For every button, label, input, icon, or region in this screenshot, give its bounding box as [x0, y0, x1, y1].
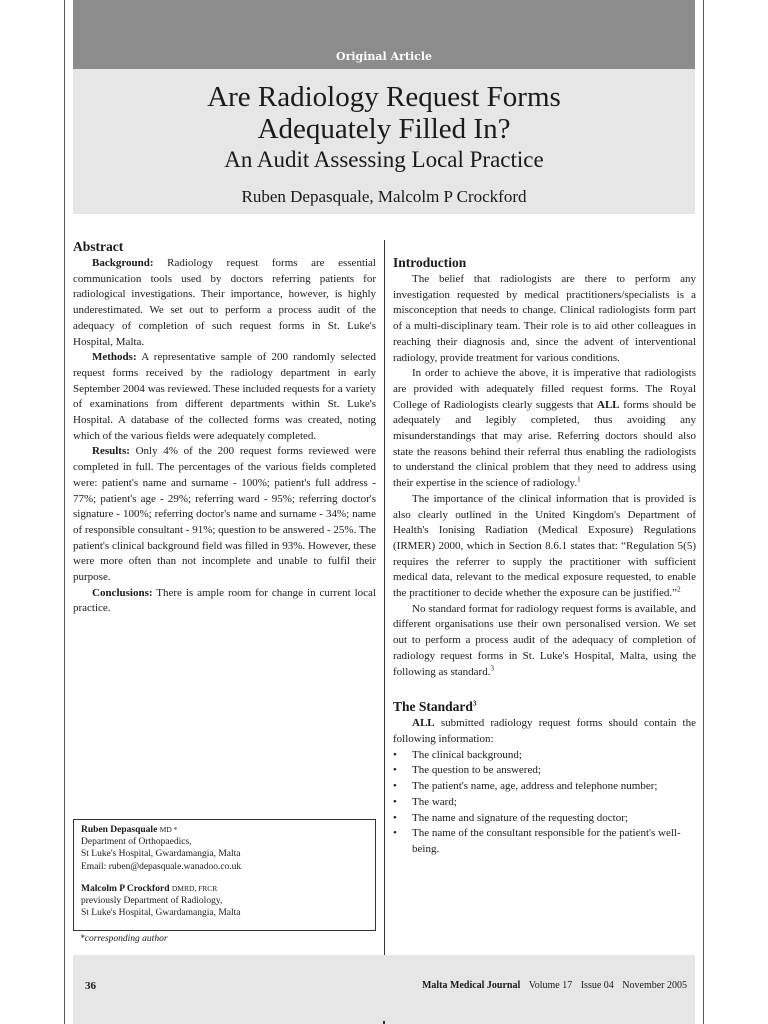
list-item: • The ward; — [393, 795, 696, 811]
page-border-left — [64, 0, 65, 1024]
author-2-degree: DMRD, FRCR — [171, 883, 218, 893]
journal-info — [422, 980, 687, 991]
reference-2: 2 — [677, 585, 681, 594]
author-2-name: Malcolm P Crockford — [81, 883, 170, 894]
p4-text: No standard format for radiology request forms is available, and different organisations use their own personalised version. We set out to perform a process audit of the adequacy of completion of radiology request forms in St. Luke's Hospital, Malta, using the following as standard. — [393, 602, 696, 678]
abstract-column — [73, 238, 376, 617]
abstract-background — [73, 256, 376, 350]
author-1-name: Ruben Depasquale — [81, 825, 158, 835]
methods-text: A representative sample of 200 randomly selected request forms received by the radiology department in early September 2004 was reviewed. These included requests for a variety of examinations from different departments within St. Luke's Hospital. A database of the collected forms was created, noting which of the various fields were adequately completed. — [73, 351, 376, 442]
author-2-block — [81, 883, 368, 920]
abstract-conclusions — [73, 586, 376, 617]
p3-text: The importance of the clinical information that is provided is also clearly outlined in the United Kingdom's Department of Health's Ionising Radiation (Medical Exposure) Regulations (IRMER) 2000, which in Section 8.6.1 states that: “Regulation 5(5) requires the referrer to supply the practitioner with sufficient medical data, relevant to the medical exposure requested, to enable the practitioner to decide whether the exposure can be justified.” — [393, 492, 696, 600]
author-1-affiliation-line-2: St Luke's Hospital, Gwardamangia, Malta — [81, 849, 241, 860]
introduction-paragraph-4 — [393, 602, 696, 681]
standard-heading-ref: 3 — [472, 699, 477, 708]
author-2-affiliation-line-1: previously Department of Radiology, — [81, 896, 223, 907]
list-item: • The name of the consultant responsible for the patient's well-being. — [393, 826, 696, 857]
author-1-degree: MD * — [159, 825, 178, 834]
article-title — [73, 81, 695, 145]
background-label: Background: — [92, 257, 154, 269]
introduction-paragraph-2 — [393, 366, 696, 492]
list-item: • The clinical background; — [393, 748, 696, 764]
introduction-paragraph-1: The belief that radiologists are there to perform any investigation requested by medical practitioners/specialists is a misconception that needs to change. Clinical radiologists form part of a multi-disciplinary team. Their role is to aid other colleagues in reaching their diagnosis and, since the advent of interventional radiology, provide treatment for various conditions. — [393, 273, 696, 364]
results-text: Only 4% of the 200 request forms reviewed were completed in full. The percentages of the various fields completed were: patient's name and surname - 100%; patient's full address - 77%; patient's age - 29%; referring ward - 95%; referring doctor's signature - 100%; referring doctor's name and surname - 34%; name of responsible consultant - 91%; question to be answered - 25%. The patient's clinical background field was filled in 93%. However, these were more often than not incomplete and unable to fulfil their purpose. — [73, 445, 377, 584]
standard-all-emphasis: ALL — [412, 717, 435, 730]
reference-3: 3 — [490, 663, 494, 672]
conclusions-label: Conclusions: — [92, 586, 153, 599]
background-text: Radiology request forms are essential communication tools used by doctors referring patients for radiological investigations. Their importance, however, is highly underestimated. We set out to perform a process audit of the adequacy of completion of such request forms in St. Luke's Hospital, Malta. — [73, 257, 376, 348]
corresponding-author-note: *corresponding author — [80, 934, 168, 944]
author-affiliation-box — [73, 819, 376, 931]
author-1-block — [81, 824, 368, 873]
article-title-line-2: Adequately Filled In? — [257, 113, 511, 145]
reference-1: 1 — [577, 475, 581, 484]
journal-issue: Issue 04 — [580, 980, 614, 991]
p2-text-a: In order to achieve the above, it is imperative that radiologists are provided with adequately filled request forms. The Royal College of Radiologists clearly suggests that — [393, 367, 696, 411]
standard-list — [393, 748, 696, 858]
p2-text-b: forms should be adequately and legibly completed, thus avoiding any misunderstandings that may arise. Referring doctors should also state the reasons behind their referral thus enabling the radiologists to understand the clinical problem that they need to address using their expertise in the science of radiology. — [393, 398, 696, 490]
article-type-label: Original Article — [335, 50, 433, 63]
standard-intro-text: submitted radiology request forms should contain the following information: — [393, 717, 696, 745]
abstract-methods — [73, 350, 376, 444]
standard-heading — [393, 698, 696, 716]
introduction-paragraph-3 — [393, 492, 696, 602]
page-footer — [73, 955, 695, 1024]
p2-all-emphasis: ALL — [597, 398, 620, 411]
author-2-affiliation-line-2: St Luke's Hospital, Gwardamangia, Malta — [81, 908, 241, 919]
conclusions-text: There is ample room for change in current local practice. — [73, 586, 376, 615]
journal-volume: Volume 17 — [528, 980, 573, 991]
introduction-heading: Introduction — [393, 255, 467, 270]
header-band — [73, 0, 695, 69]
abstract-heading: Abstract — [73, 239, 124, 254]
article-subtitle: An Audit Assessing Local Practice — [224, 147, 544, 172]
author-1-affiliation-line-1: Department of Orthopaedics, — [81, 837, 192, 848]
list-item: • The patient's name, age, address and telephone number; — [393, 779, 696, 795]
methods-label: Methods: — [92, 351, 137, 364]
title-block — [73, 69, 695, 214]
page-border-right — [703, 0, 704, 1024]
standard-heading-text: The Standard — [393, 699, 473, 715]
body-column — [393, 254, 696, 858]
journal-name: Malta Medical Journal — [421, 980, 521, 991]
column-divider — [384, 240, 385, 955]
list-item: • The question to be answered; — [393, 763, 696, 779]
standard-intro — [393, 716, 696, 747]
author-line: Ruben Depasquale, Malcolm P Crockford — [241, 187, 527, 206]
page-number: 36 — [85, 980, 96, 992]
article-title-line-1: Are Radiology Request Forms — [207, 81, 561, 113]
author-1-email: Email: ruben@depasquale.wanadoo.co.uk — [81, 861, 242, 872]
results-label: Results: — [92, 445, 130, 458]
list-item: • The name and signature of the requesting doctor; — [393, 811, 696, 827]
abstract-results — [73, 444, 376, 585]
journal-date: November 2005 — [622, 980, 687, 991]
